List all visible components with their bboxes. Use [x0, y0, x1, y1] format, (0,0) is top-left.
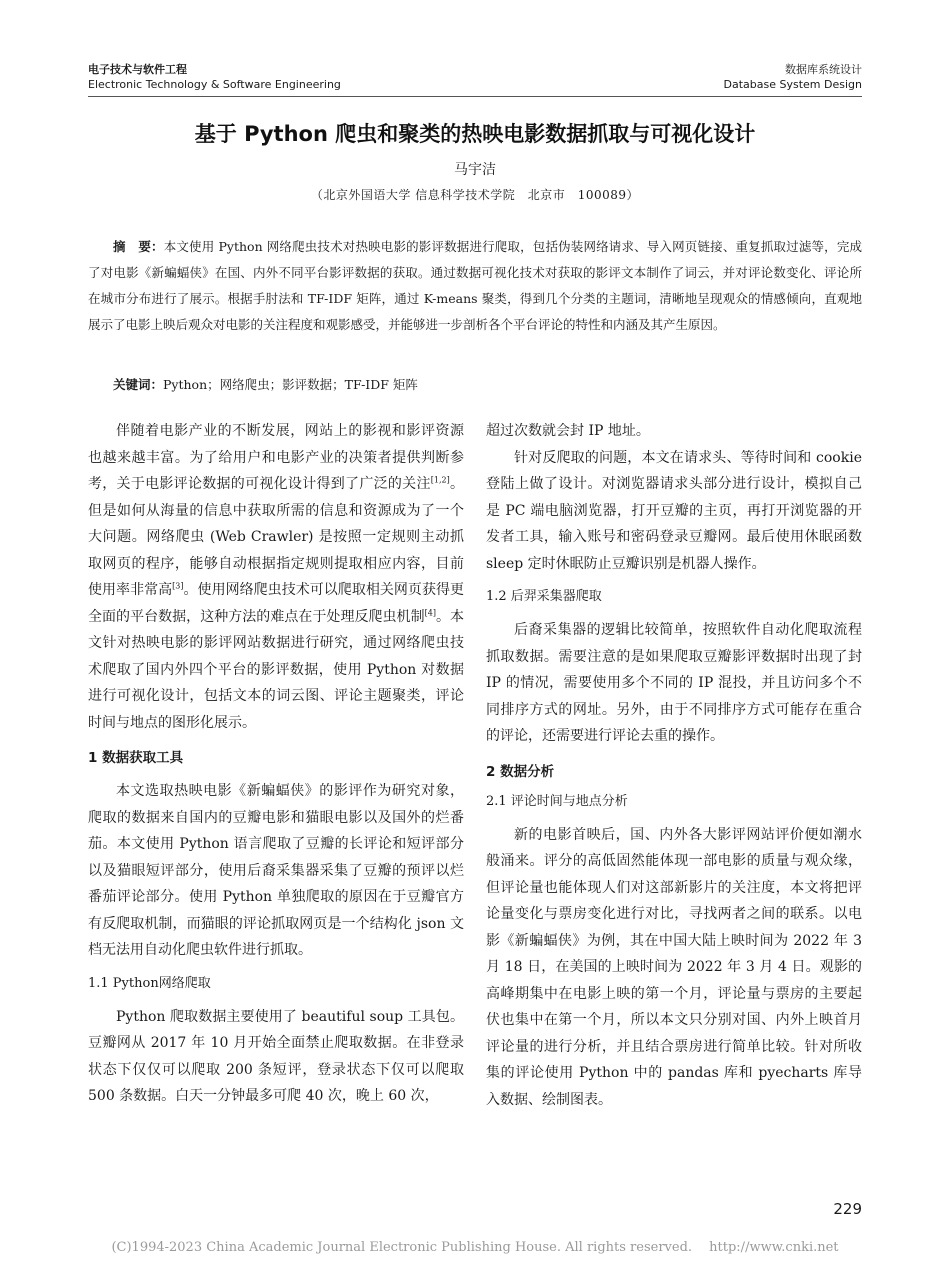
subsection-heading-1-1: 1.1 Python网络爬取: [88, 975, 211, 991]
affiliation: （北京外国语大学 信息科学技术学院 北京市 100089）: [310, 188, 640, 202]
intro-text-c: 。使用网络爬虫技术可以爬取相关网页获得更全面的平台数据，这种方法的难点在于处理反爬虫机制: [88, 582, 465, 625]
keywords-label: 关键词：: [113, 377, 164, 392]
subsection-heading-1-2: 1.2 后羿采集器爬取: [486, 589, 602, 604]
subsection-1-2-paragraph: 后裔采集器的逻辑比较简单，按照软件自动化爬取流程抓取数据。需要注意的是如果爬取豆瓣影评数据时出现了封 IP 的情况，需要使用多个不同的 IP 混投，并且访问多个不同排序方式的网址。另外，由于不同排序方式可能存在重合的评论，还需要进行评论去重的操作。: [486, 622, 862, 744]
section-heading-2: 2 数据分析: [486, 763, 555, 780]
intro-paragraph: [88, 418, 464, 736]
intro-text-d: 。本文针对热映电影的影评网站数据进行研究，通过网络爬虫技术爬取了国内外四个平台的影评数据，使用 Python 对数据进行可视化设计，包括文本的词云图、评论主题聚类，评论时间与地点的图形化展示。: [88, 608, 465, 731]
header-divider: [88, 96, 862, 97]
intro-text-b: 。但是如何从海量的信息中获取所需的信息和资源成为了一个大问题。网络爬虫 (Web Crawler) 是按照一定规则主动抓取网页的程序，能够自动根据指定规则提取相应内容，目前使用率非常高: [88, 476, 464, 598]
left-column: [88, 418, 464, 1110]
journal-name-en: Electronic Technology & Software Engineering: [88, 78, 341, 91]
right-column: [486, 418, 862, 1113]
section-name-en: Database System Design: [723, 78, 862, 91]
citation-2: [3]: [172, 581, 184, 591]
section-heading-1: 1 数据获取工具: [88, 750, 184, 766]
keywords-text: Python；网络爬虫；影评数据；TF-IDF 矩阵: [163, 377, 418, 392]
section-header: [724, 62, 862, 92]
intro-text-a: 伴随着电影产业的不断发展，网站上的影视和影评资源也越来越丰富。为了给用户和电影产业的决策者提供判断参考，关于电影评论数据的可视化设计得到了广泛的关注: [88, 423, 464, 492]
keywords: [88, 374, 862, 396]
journal-header: [88, 62, 341, 92]
subsection-2-1-paragraph: 新的电影首映后，国、内外各大影评网站评价便如潮水般涌来。评分的高低固然能体现一部电影的质量与观众缘，但评论量也能体现人们对这部新影片的关注度，本文将把评论量变化与票房变化进行对比，寻找两者之间的联系。以电影《新蝙蝠侠》为例，其在中国大陆上映时间为 2022 年 3 月 18 日，在美国的上映时间为 2022 年 3 月 4 日。观影的高峰期集中在电影上映的第一个月，评论量与票房的主要起伏也集中在第一个月，所以本文只分别对国、内外上映首月评论量的进行分析，并且结合票房进行简单比较。针对所收集的评论使用 Python 中的 pandas 库和 pyecharts 库导入数据、绘制图表。: [486, 826, 862, 1108]
continued-paragraph: 超过次数就会封 IP 地址。: [486, 423, 650, 439]
citation-3: [4]: [424, 607, 436, 617]
page-number: 229: [833, 1200, 862, 1218]
section-name-cn: 数据库系统设计: [785, 63, 862, 76]
abstract: [88, 234, 862, 338]
citation-1: [1,2]: [430, 475, 450, 485]
journal-name-cn: 电子技术与软件工程: [88, 63, 187, 76]
author-name: 马宇洁: [454, 162, 496, 178]
copyright-notice: (C)1994-2023 China Academic Journal Electronic Publishing House. All rights reserved. http://www.cnki.net: [111, 1240, 839, 1255]
abstract-text: 本文使用 Python 网络爬虫技术对热映电影的影评数据进行爬取，包括伪装网络请求、导入网页链接、重复抓取过滤等，完成了对电影《新蝙蝠侠》在国、内外不同平台影评数据的获取。通过数据可视化技术对获取的影评文本制作了词云，并对评论数变化、评论所在城市分布进行了展示。根据手肘法和 TF-IDF 矩阵，通过 K-means 聚类，得到几个分类的主题词，清晰地呈现观众的情感倾向，直观地展示了电影上映后观众对电影的关注程度和观影感受，并能够进一步剖析各个平台评论的特性和内涵及其产生原因。: [88, 239, 862, 332]
abstract-label: 摘 要：: [113, 239, 164, 254]
subsection-1-1-paragraph: Python 爬取数据主要使用了 beautiful soup 工具包。豆瓣网从 2017 年 10 月开始全面禁止爬取数据。在非登录状态下仅仅可以爬取 200 条短评，登录状态下仅可以爬取 500 条数据。白天一分钟最多可爬 40 次，晚上 60 次，: [88, 1008, 464, 1104]
subsection-heading-2-1: 2.1 评论时间与地点分析: [486, 793, 628, 809]
paper-title: 基于 Python 爬虫和聚类的热映电影数据抓取与可视化设计: [194, 122, 756, 146]
section-1-paragraph: 本文选取热映电影《新蝙蝠侠》的影评作为研究对象，爬取的数据来自国内的豆瓣电影和猫眼电影以及国外的烂番茄。本文使用 Python 语言爬取了豆瓣的长评论和短评部分以及猫眼短评部分，使用后裔采集器采集了豆瓣的预评以烂番茄评论部分。使用 Python 单独爬取的原因在于豆瓣官方有反爬取机制，而猫眼的评论抓取网页是一个结构化 json 文档无法用自动化爬虫软件进行抓取。: [88, 783, 464, 958]
anti-crawl-paragraph: 针对反爬取的问题，本文在请求头、等待时间和 cookie 登陆上做了设计。对浏览器请求头部分进行设计，模拟自己是 PC 端电脑浏览器，打开豆瓣的主页，再打开浏览器的开发者工具，输入账号和密码登录豆瓣网。最后使用休眠函数 sleep 定时休眠防止豆瓣识别是机器人操作。: [486, 449, 862, 572]
